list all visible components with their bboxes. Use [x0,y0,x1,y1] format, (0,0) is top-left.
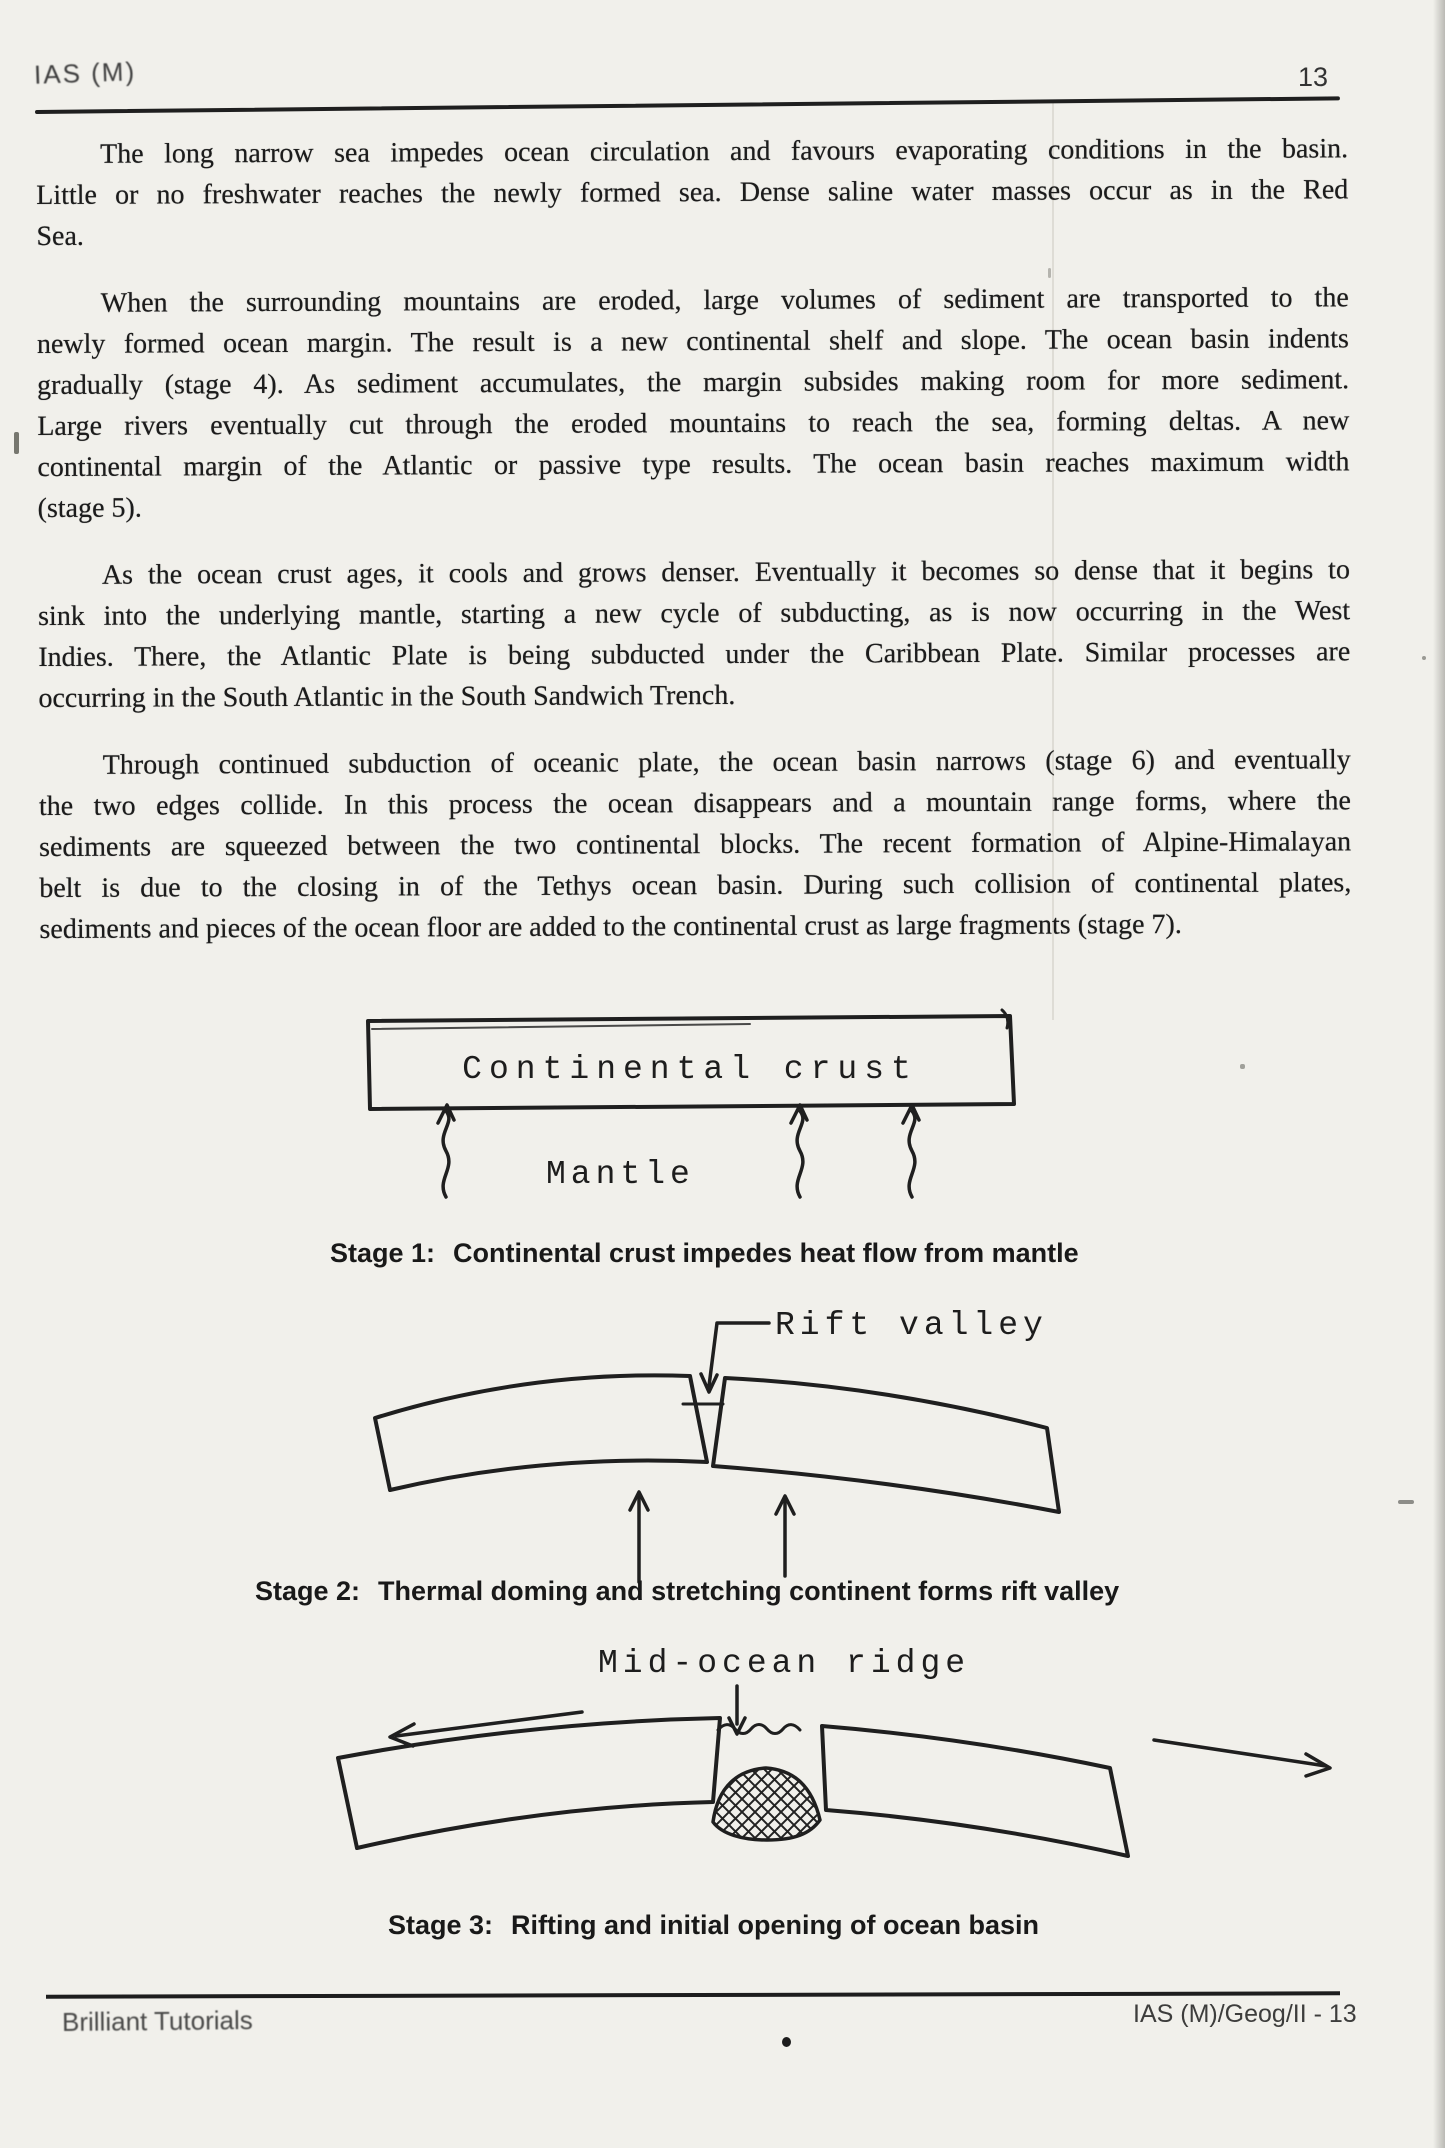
text-line: Little or no freshwater reaches the newly formed sea. Dense saline water masses occur as in the Red [36,174,1349,211]
rift-valley-label: Rift valley [775,1307,1048,1344]
footer-reference: IAS (M)/Geog/II - 13 [1133,2000,1357,2028]
mantle-label: Mantle [546,1156,695,1193]
continental-crust-label: Continental crust [462,1051,918,1088]
uplift-arrow [630,1492,648,1582]
text-line: Large rivers eventually cut through the eroded mountains to reach the sea, forming deltas. A new [37,405,1350,442]
ocean-surface-line [718,1725,800,1734]
stage3-caption [388,1910,1039,1941]
text-line: sink into the underlying mantle, starting a new cycle of subducting, as is now occurring in the West [38,595,1351,632]
paragraph [36,128,1349,257]
stage2-caption-text: Thermal doming and stretching continent forms rift valley [378,1576,1120,1606]
mid-ocean-ridge-label: Mid-ocean ridge [598,1645,971,1682]
page-number: 13 [1298,62,1329,92]
heat-flow-arrow [438,1105,454,1197]
text-line: The long narrow sea impedes ocean circulation and favours evaporating conditions in the basin. [100,133,1349,170]
uplift-arrow [776,1496,794,1576]
left-crust-block [375,1375,707,1490]
paragraph [39,739,1352,950]
stage2-caption-label: Stage 2: [255,1576,361,1606]
ridge-dome-hatched [713,1768,820,1840]
footer-publisher: Brilliant Tutorials [61,2005,253,2037]
scan-speck [1422,656,1426,660]
text-line: When the surrounding mountains are eroded, large volumes of sediment are transported to the [100,282,1349,319]
text-line: occurring in the South Atlantic in the South Sandwich Trench. [38,679,736,714]
text-line: belt is due to the closing in of the Tethys ocean basin. During such collision of continental plates, [39,867,1352,904]
text-line: Sea. [36,220,84,252]
scan-speck [1240,1064,1245,1069]
box-double-line [372,1024,750,1029]
text-line: newly formed ocean margin. The result is a new continental shelf and slope. The ocean basin indents [36,323,1349,360]
plate-motion-arrow-right [1154,1740,1330,1776]
scan-edge-streak [1433,0,1445,2148]
footer-rule [46,1991,1340,1998]
stage3-figure [300,1630,1380,1900]
text-line: (stage 5). [37,492,142,524]
header-title: IAS (M) [33,56,137,90]
header-rule [35,96,1340,113]
text-line: gradually (stage 4). As sediment accumulates, the margin subsides making room for more sediment. [37,364,1350,401]
heat-flow-arrow [791,1105,807,1197]
text-line: the two edges collide. In this process the ocean disappears and a mountain range forms, where the [38,785,1351,822]
text-line: sediments and pieces of the ocean floor are added to the continental crust as large fragments (stage 7). [39,909,1182,945]
text-line: sediments are squeezed between the two continental blocks. The recent formation of Alpine-Himalayan [39,826,1352,863]
paragraph [37,277,1350,529]
stage1-caption-text: Continental crust impedes heat flow from mantle [453,1238,1079,1268]
text-line: Through continued subduction of oceanic plate, the ocean basin narrows (stage 6) and eventually [102,744,1351,781]
stage3-caption-label: Stage 3: [388,1910,494,1940]
stage1-figure [350,1005,1050,1245]
body-text [36,128,1352,950]
right-plate [822,1726,1128,1856]
scan-speck [14,432,19,454]
right-crust-block [713,1378,1059,1512]
text-line: continental margin of the Atlantic or passive type results. The ocean basin reaches maximum width [37,446,1350,483]
text-line: As the ocean crust ages, it cools and grows denser. Eventually it becomes so dense that it begins to [101,554,1350,591]
stage1-caption [330,1238,1079,1269]
stage2-caption [255,1576,1119,1607]
paragraph [38,549,1351,719]
text-line: Indies. There, the Atlantic Plate is being subducted under the Caribbean Plate. Similar processes are [38,636,1351,673]
pen-mark [1002,1010,1008,1028]
stage1-caption-label: Stage 1: [330,1238,436,1268]
stage2-figure [345,1290,1115,1590]
ink-dot [782,2037,791,2047]
heat-flow-arrow [903,1105,919,1197]
stage3-caption-text: Rifting and initial opening of ocean basin [511,1910,1040,1940]
scan-speck [1398,1500,1414,1504]
